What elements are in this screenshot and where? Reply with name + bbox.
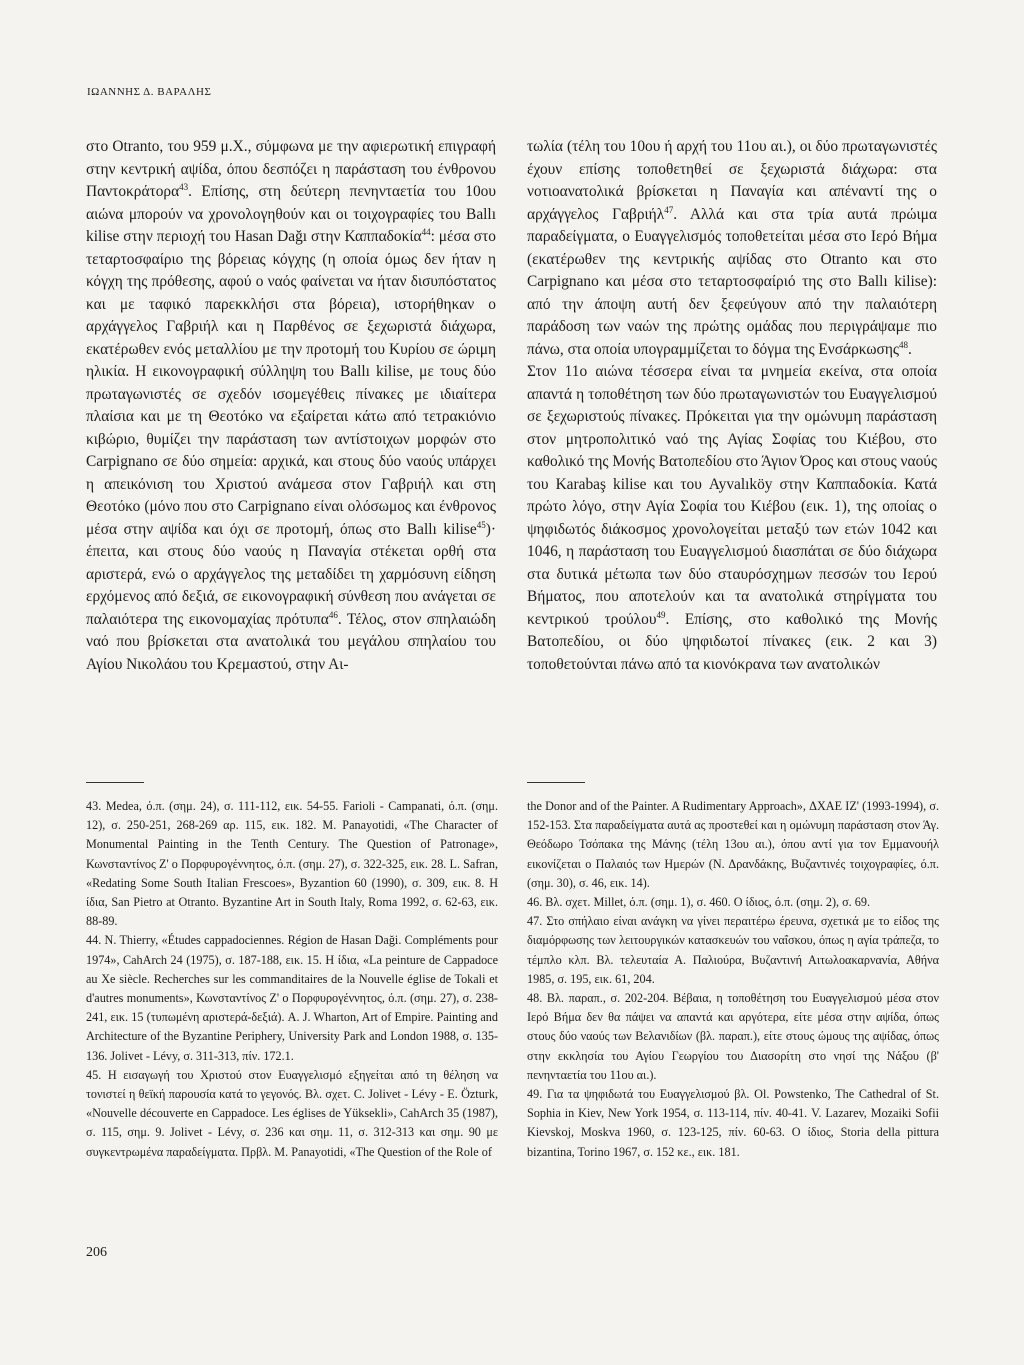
footnote-rule (86, 782, 144, 783)
footnote-ref[interactable]: 43 (179, 181, 189, 192)
text-run: . Επίσης, στη δεύτερη πενηνταετία του 10ου αιώνα μπορούν να χρονολογηθούν και οι τοιχογραφίες του Ballı kilise στην περιοχή του Hasan Dağı στην Καππαδοκία (86, 183, 496, 245)
footnote-ref[interactable]: 48 (898, 339, 908, 350)
text-run: . Τέλος, στον σπηλαιώδη ναό που βρίσκεται στα ανατολικά του μεγάλου σπηλαίου του Αγίου Νικολάου του Κρεμαστού, στην Αι- (86, 610, 496, 673)
running-header: ΙΩΑΝΝΗΣ Δ. ΒΑΡΑΛΗΣ (87, 86, 212, 98)
text-run: : μέσα στο τεταρτοσφαίριο της βόρειας κόγχης (η οποία όμως δεν ήταν η κόγχη της πρόθεσης, αφού ο ναός φαίνεται να ήταν δισυπόστατος και με ταφικό παρεκκλήσι στα βόρεια), ιστορήθηκαν ο αρχάγγελος Γαβριήλ και η Παρθένος σε ξεχωριστά διάχωρα, εκατέρωθεν ενός μεταλλίου με την προτομή του Κυρίου σε ώριμη ηλικία. Η εικονογραφική σύλληψη του Ballı kilise, με τους δύο πρωταγωνιστές σε σχεδόν ισομεγέθεις πίνακες με ιδιαίτερα πλαίσια και με τη Θεοτόκο να εξαίρεται κάτω από τετρακιόνιο κιβώριο, θυμίζει την παράσταση των αντίστοιχων μορφών στο Carpignano σε δύο σημεία: αρχικά, και στους δύο ναούς υπάρχει η απεικόνιση του Χριστού ανάμεσα στον Γαβριήλ και στη Θεοτόκο (μόνο που στο Carpignano είναι ολόσωμος και ένθρονος μέσα στην αψίδα και όχι σε προτομή, όπως στο Ballı kilise (86, 228, 496, 538)
footnote: 48. Βλ. παραπ., σ. 202-204. Βέβαια, η τοποθέτηση του Ευαγγελισμού μέσα στον Ιερό Βήμα δεν θα πάψει να απαντά και αργότερα, είτε μέσα στην αψίδα, όπως στους δύο ναούς των Βελανιδίων (βλ. παραπ.), είτε στους ώμους της αψίδας, όπως στην εκκλησία του Αγίου Γεωργίου του Διασορίτη στο νησί της Νάξου (β' πενηνταετία του 11ου αι.). (527, 991, 939, 1082)
footnote: the Donor and of the Painter. A Rudimentary Approach», ΔΧΑΕ ΙΖ' (1993-1994), σ. 152-153. Στα παραδείγματα αυτά ας προστεθεί και η ομώνυμη παράσταση στον Άγ. Θεόδωρο Τσόπακα της Μάνης (τέλη 13ου αι.), όπου αντί για τον Εμμανουήλ εικονίζεται ο Παλαιός των Ημερών (Ν. Δρανδάκης, Βυζαντινές τοιχογραφίες, ό.π. (σημ. 30), σ. 46, εικ. 14). (527, 799, 939, 890)
page-number: 206 (86, 1245, 107, 1260)
paragraph (527, 136, 937, 361)
body-column-right (527, 136, 937, 676)
footnote-rule (527, 782, 585, 783)
footnotes-left (86, 797, 498, 1162)
footnote: 46. Βλ. σχετ. Millet, ό.π. (σημ. 1), σ. 460. Ο ίδιος, ό.π. (σημ. 2), σ. 69. (527, 895, 871, 910)
footnotes-right (527, 797, 939, 1162)
footnote: 44. N. Thierry, «Études cappadociennes. Région de Hasan Daği. Compléments pour 1974», CahArch 24 (1975), σ. 187-188, εικ. 15. Η ίδια, «La peinture de Cappadoce au Xe siècle. Recherches sur les commanditaires de la Nouvelle église de Tokali et d'autres monuments», Κωνσταντίνος Ζ' ο Πορφυρογέννητος, ό.π. (σημ. 27), σ. 238-241, εικ. 15 (τυπωμένη αριστερά-δεξιά). A. J. Wharton, Art of Empire. Painting and Architecture of the Byzantine Periphery, University Park and London 1988, σ. 135-136. Jolivet - Lévy, σ. 311-313, πίν. 172.1. (86, 933, 498, 1063)
text-run: στο Otranto, του 959 μ.Χ., σύμφωνα με την αφιερωτική επιγραφή στην κεντρική αψίδα, όπου δεσπόζει η παράσταση του ένθρονου Παντοκράτορα (86, 138, 496, 200)
footnote: 43. Medea, ό.π. (σημ. 24), σ. 111-112, εικ. 54-55. Farioli - Campanati, ό.π. (σημ. 12), σ. 250-251, 268-269 αρ. 115, εικ. 182. Μ. Panayotidi, «The Character of Monumental Painting in the Tenth Century. The Question of Patronage», Κωνσταντίνος Ζ' ο Πορφυρογέννητος, ό.π. (σημ. 27), σ. 322-325, εικ. 28. L. Safran, «Redating Some South Italian Frescoes», Byzantion 60 (1990), σ. 309, εικ. 8. Η ίδια, San Pietro at Otranto. Byzantine Art in South Italy, Roma 1992, σ. 62-63, εικ. 88-89. (86, 799, 498, 929)
paragraph (527, 361, 937, 676)
footnote-ref[interactable]: 45 (476, 519, 486, 530)
footnote-ref[interactable]: 44 (421, 226, 431, 237)
body-column-left (86, 136, 496, 676)
text-run: τωλία (τέλη του 10ου ή αρχή του 11ου αι.), οι δύο πρωταγωνιστές έχουν επίσης τοποθετηθεί σε ξεχωριστά διάχωρα: στα νοτιοανατολικά βρίσκεται η Παναγία και απέναντί της ο αρχάγγελος Γαβριήλ (527, 138, 937, 223)
text-run: . Αλλά και στα τρία αυτά πρώιμα παραδείγματα, ο Ευαγγελισμός τοποθετείται μέσα στο Ιερό Βήμα (εκατέρωθεν της κεντρικής αψίδας στο Otranto και στο Carpignano και μέσα στο τεταρτοσφαίριό της στο Ballı kilise): από την άποψη αυτή δεν ξεφεύγουν από την παλαιότερη παράδοση των ναών της πρώτης ομάδας που περιγράψαμε πιο πάνω, στα οποία υπογραμμίζεται το δόγμα της Ενσάρκωσης (527, 205, 937, 358)
text-run: . Επίσης, στο καθολικό της Μονής Βατοπεδίου, οι δύο ψηφιδωτοί πίνακες (εικ. 2 και 3) τοποθετούνται πάνω από τα κιονόκρανα των ανατολικών (527, 610, 937, 673)
paragraph (86, 136, 496, 676)
text-run: Στον 11ο αιώνα τέσσερα είναι τα μνημεία εκείνα, στα οποία απαντά η τοποθέτηση των δύο πρωταγωνιστών του Ευαγγελισμού σε ξεχωριστούς πίνακες. Πρόκειται για την ομώνυμη παράσταση στον μητροπολιτικό ναό της Αγίας Σοφίας του Κιέβου, στο καθολικό της Μονής Βατοπεδίου στο Άγιον Όρος και στους ναούς του Karabaş kilise και του Ayvalıköy στην Καππαδοκία. Κατά πρώτο λόγο, στην Αγία Σοφία του Κιέβου (εικ. 1), της οποίας ο ψηφιδωτός διάκοσμος χρονολογείται μεταξύ των ετών 1042 και 1046, η παράσταση του Ευαγγελισμού διασπάται σε δύο διάχωρα στα δυτικά μέτωπα των δύο σταυρόσχημων πεσσών του Ιερού Βήματος, που αποτελούν και τα ανατολικά στηρίγματα του κεντρικού τρούλου (527, 363, 937, 628)
footnote-ref[interactable]: 47 (664, 204, 674, 215)
footnote: 49. Για τα ψηφιδωτά του Ευαγγελισμού βλ. Ol. Powstenko, The Cathedral of St. Sophia in Kiev, New York 1954, σ. 113-114, πίν. 40-41. V. Lazarev, Mozaiki Sofii Kievskoj, Moskva 1960, σ. 123-125, πίν. 60-63. Ο ίδιος, Storia della pittura bizantina, Torino 1967, σ. 152 κε., εικ. 181. (527, 1087, 939, 1159)
footnote-ref[interactable]: 46 (328, 609, 338, 620)
footnote: 47. Στο σπήλαιο είναι ανάγκη να γίνει περαιτέρω έρευνα, σχετικά με το είδος της διαμόρφωσης των λειτουργικών κατασκευών του ναΐσκου, όπως η αγία τράπεζα, το τέμπλο κλπ. Βλ. τελευταία Α. Παλιούρα, Βυζαντινή Αιτωλοακαρνανία, Αθήνα 1985, σ. 195, εικ. 61, 204. (527, 914, 939, 986)
footnote: 45. Η εισαγωγή του Χριστού στον Ευαγγελισμό εξηγείται από τη θέληση να τονιστεί η θεϊκή παρουσία κατά το γεγονός. Βλ. σχετ. C. Jolivet - Lévy - E. Özturk, «Nouvelle découverte en Cappadoce. Les églises de Yüksekli», CahArch 35 (1987), σ. 115, σημ. 9. Jolivet - Lévy, σ. 236 και σημ. 11, σ. 312-313 και σημ. 90 με συγκεντρωμένα παραδείγματα. Πρβλ. Μ. Panayotidi, «The Question of the Role of (86, 1067, 498, 1159)
text-run: )· έπειτα, και στους δύο ναούς η Παναγία στέκεται ορθή στα αριστερά, ενώ ο αρχάγγελος της μεταδίδει τη χαρμόσυνη είδηση ερχόμενος από δεξιά, σε εικονογραφική σύνθεση που ανάγεται σε παλαιότερα της εικονομαχίας πρότυπα (86, 520, 496, 628)
text-run: . (907, 340, 912, 358)
footnote-ref[interactable]: 49 (656, 609, 666, 620)
